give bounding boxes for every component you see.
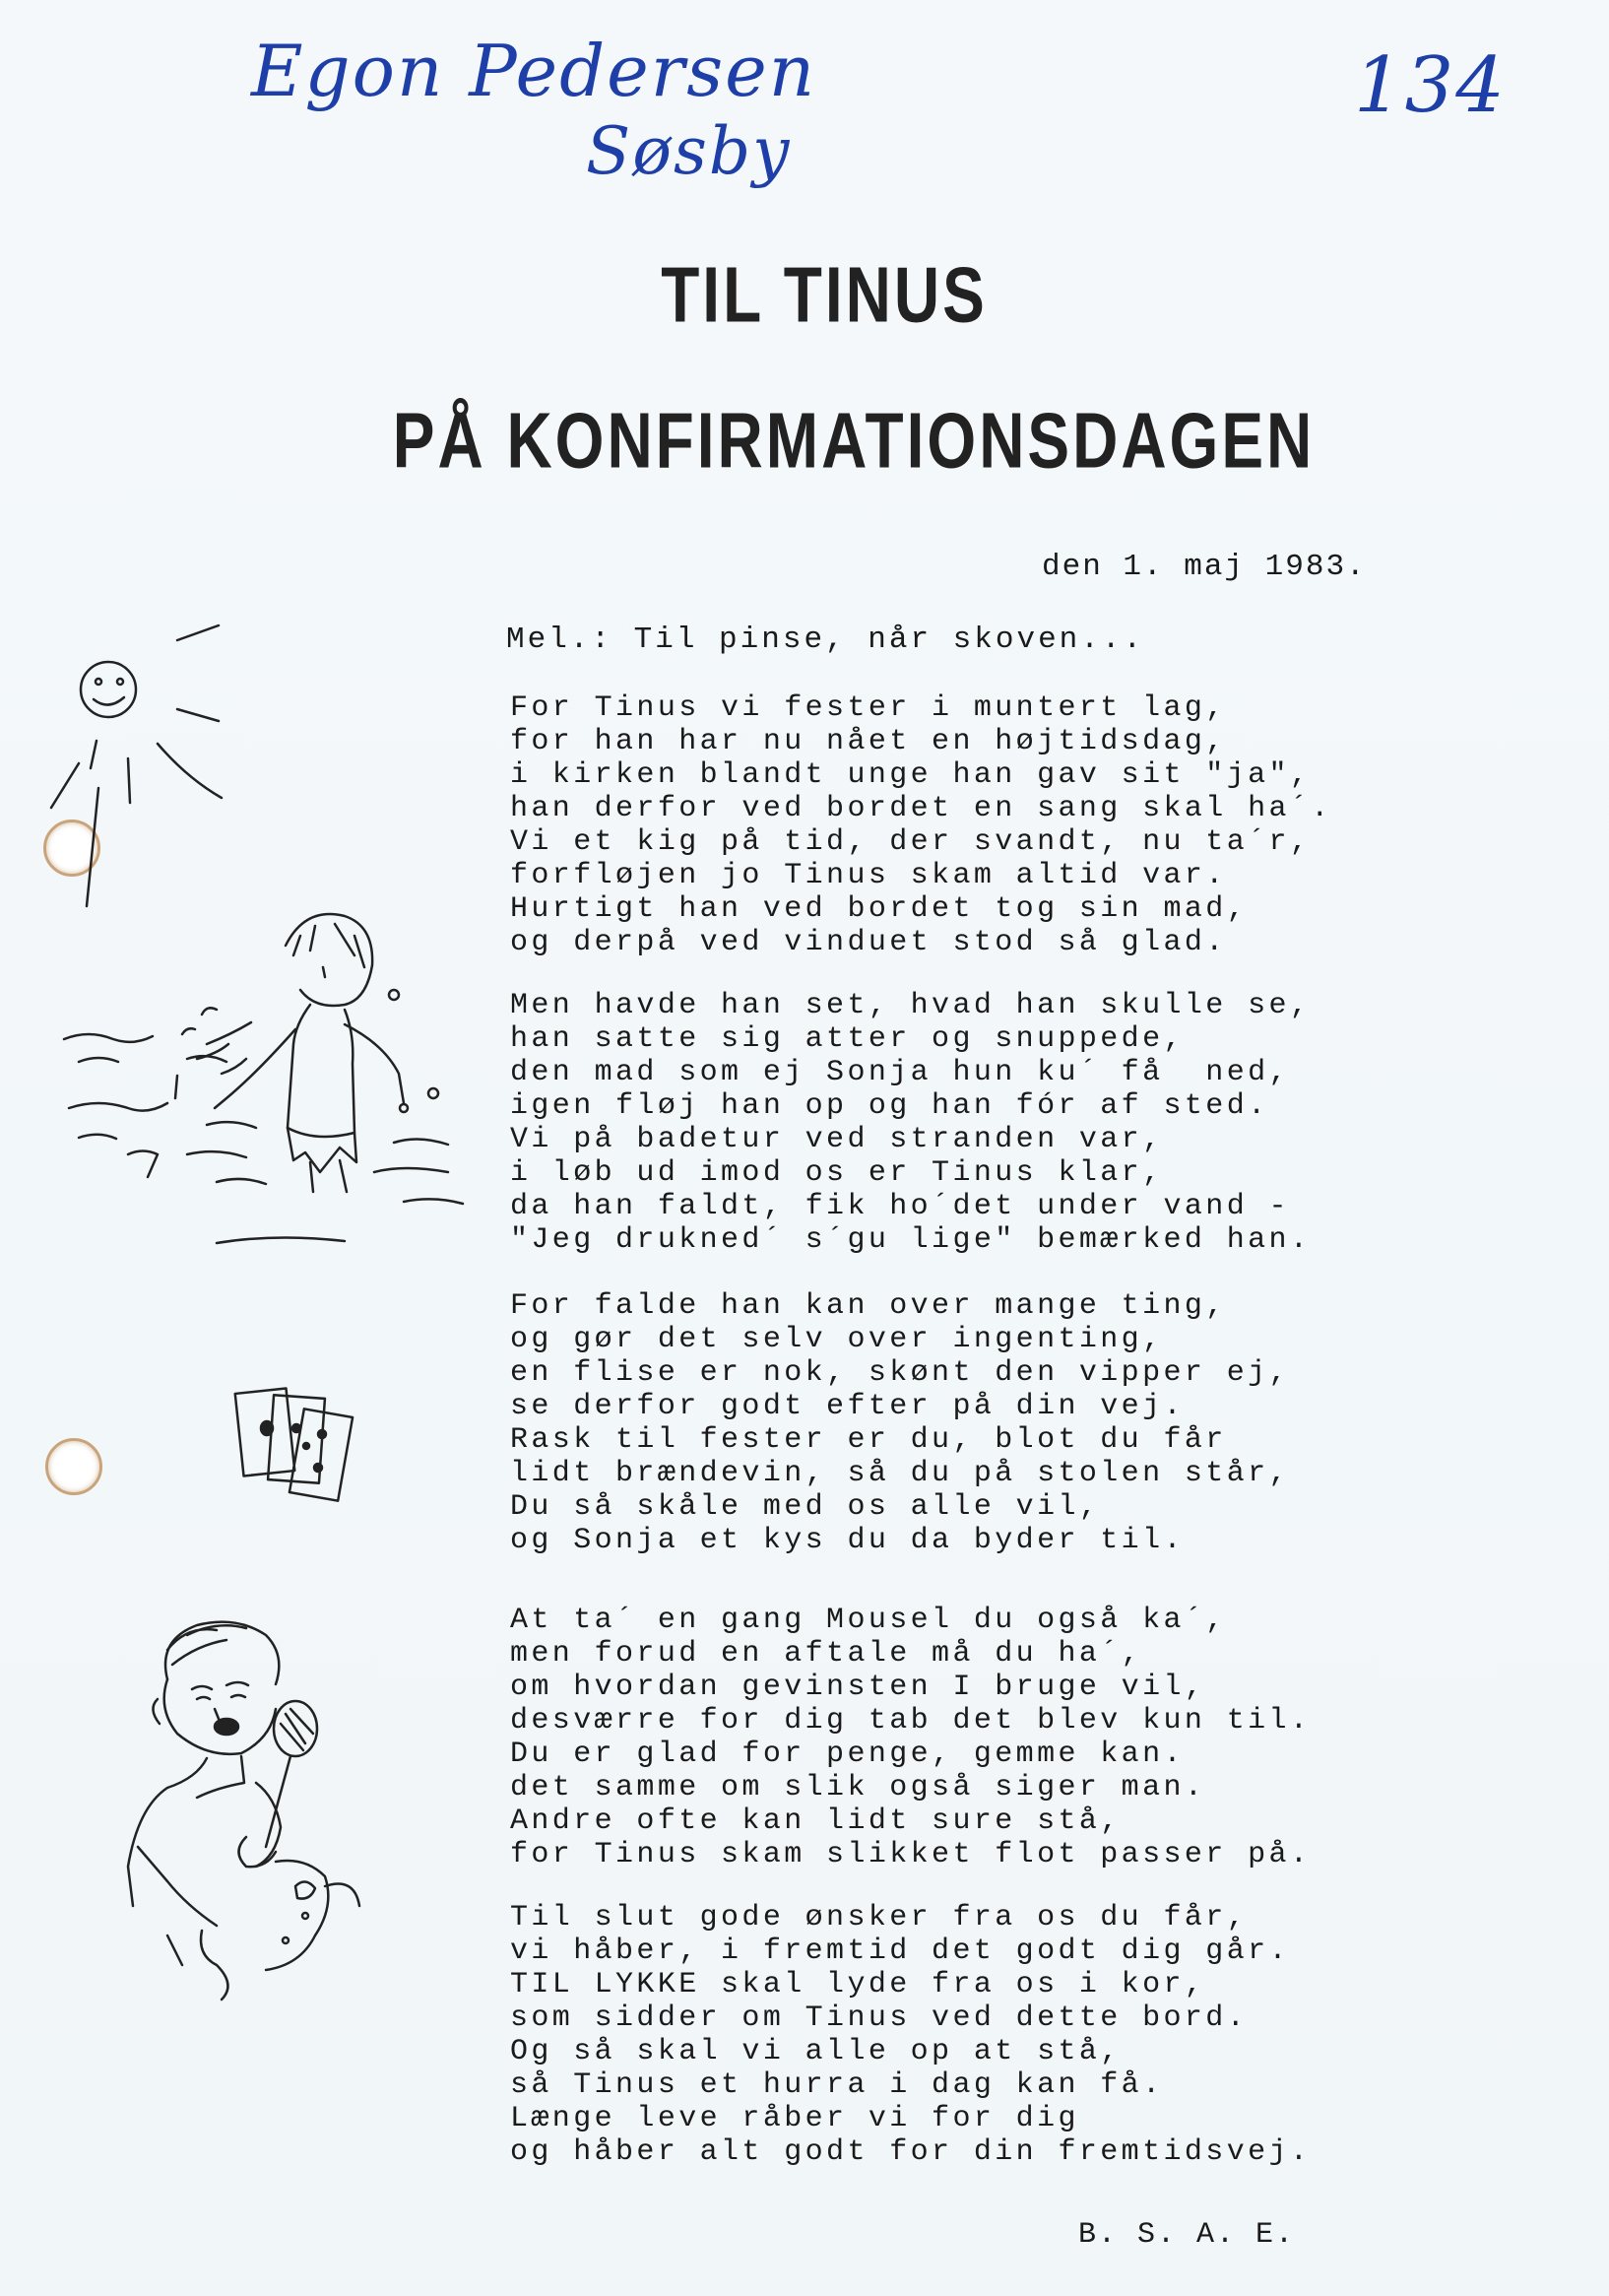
verse-4: At ta´ en gang Mousel du også ka´, men forud en aftale må du ha´, om hvordan gevinsten I bruge vil, desværre for dig tab det blev kun til. Du er glad for penge, gemme kan. det samme om slik også siger man. Andre ofte kan lidt sure stå, for Tinus skam slikket flot passer på. [510,1604,1312,1871]
handwritten-name: Egon Pedersen [251,30,817,112]
verse-5: Til slut gode ønsker fra os du får, vi håber, i fremtid det godt dig går. TIL LYKKE skal lyde fra os i kor, som sidder om Tinus ved dette bord. Og så skal vi alle op at stå, så Tinus et hurra i dag kan få. Længe leve råber vi for dig og håber alt godt for din fremtidsvej. [510,1901,1312,2169]
verse-3: For falde han kan over mange ting, og gør det selv over ingenting, en flise er nok, skønt den vipper ej, se derfor godt efter på din vej. Rask til fester er du, blot du får lidt brændevin, så du på stolen står, Du så skåle med os alle vil, og Sonja et kys du da byder til. [510,1289,1290,1557]
title-line-1: TIL TINUS [661,250,988,339]
melody-line: Mel.: Til pinse, når skoven... [506,623,1145,657]
handwritten-place: Søsby [586,113,792,189]
signature-initials: B. S. A. E. [1078,2218,1296,2252]
punch-hole-bottom [45,1438,102,1495]
handwritten-number: 134 [1354,41,1507,130]
verse-1: For Tinus vi fester i muntert lag, for han har nu nået en højtidsdag, i kirken blandt unge han gav sit "ja", han derfor ved bordet en sang skal ha´. Vi et kig på tid, der svandt, nu ta´r, forfløjen jo Tinus skam altid var. Hurtigt han ved bordet tog sin mad, og derpå ved vinduet stod så glad. [510,691,1332,959]
child-with-lollipop-drawing [128,1610,364,2004]
date-line: den 1. maj 1983. [1042,550,1367,584]
verse-2: Men havde han set, hvad han skulle se, han satte sig atter og snuppede, den mad som ej Sonja hun ku´ få ned, igen fløj han op og han fór af sted. Vi på badetur ved stranden var, i løb ud imod os er Tinus klar, da han faldt, fik ho´det under vand - "Jeg drukned´ s´gu lige" bemærked han. [510,989,1312,1257]
title-line-2: PÅ KONFIRMATIONSDAGEN [392,396,1316,485]
playing-cards-drawing [231,1379,359,1517]
swimming-boy-drawing [59,896,473,1261]
